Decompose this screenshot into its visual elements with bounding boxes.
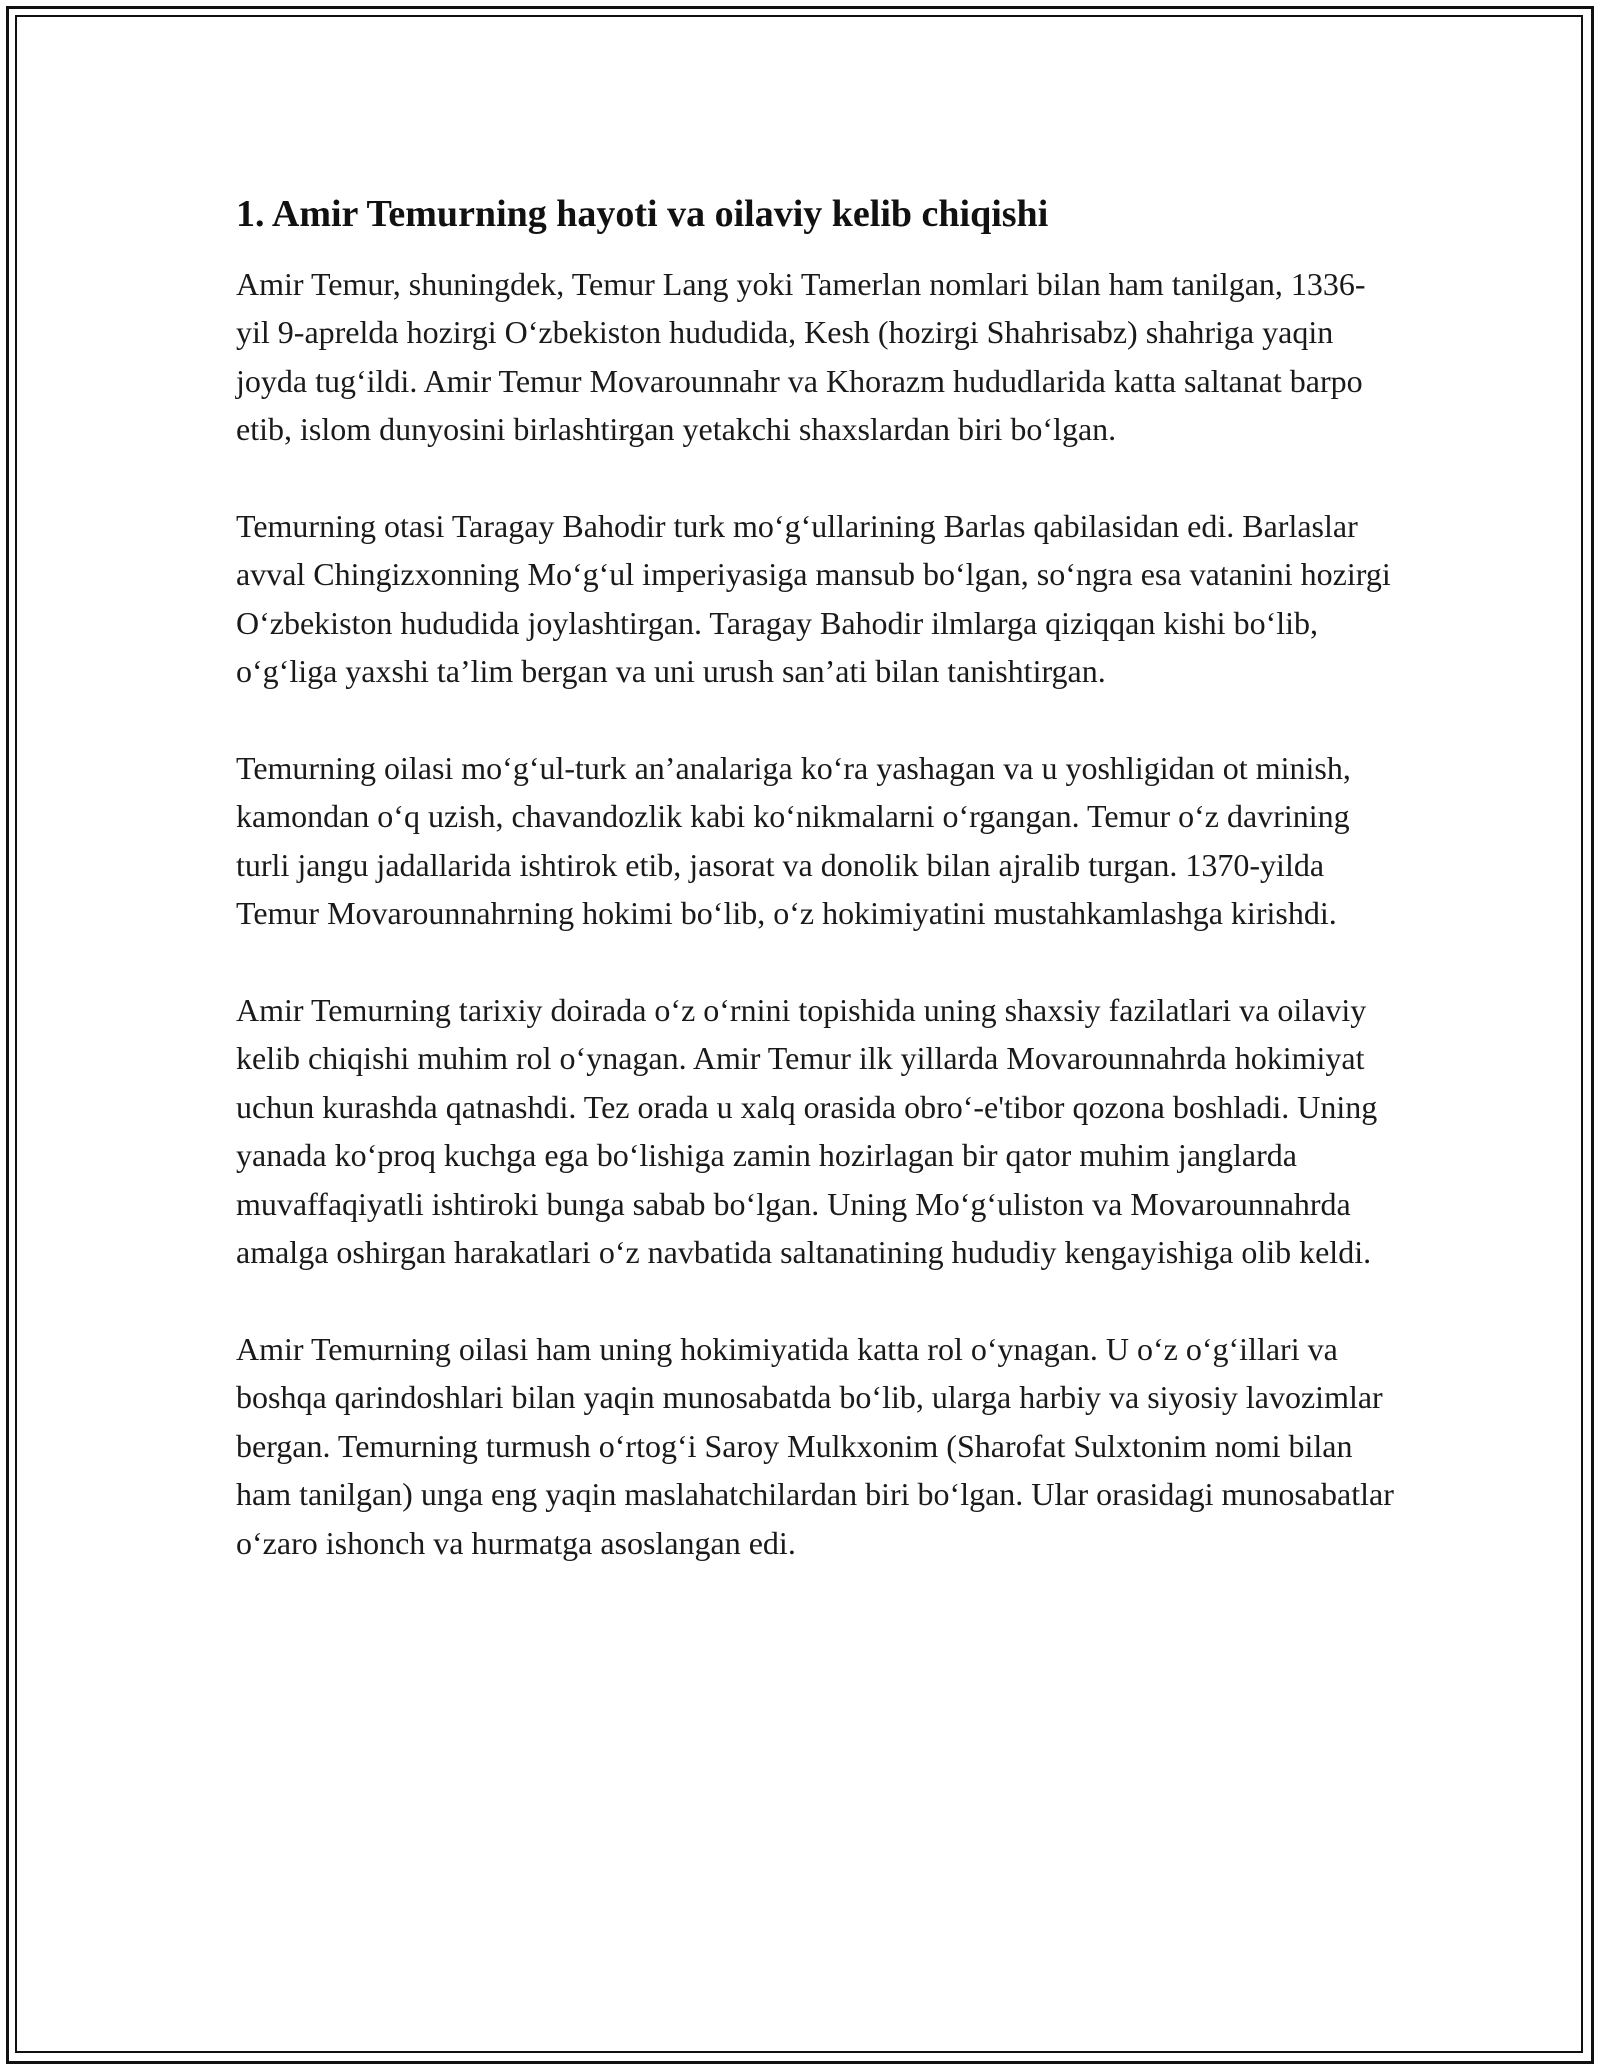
section-heading: 1. Amir Temurning hayoti va oilaviy kelib chiqishi: [236, 193, 1049, 235]
document-body: [236, 188, 1396, 1615]
paragraph-rise-to-power: Amir Temurning tarixiy doirada o‘z o‘rnini topishida uning shaxsiy fazilatlari va oilaviy kelib chiqishi muhim rol o‘ynagan. Amir Temur ilk yillarda Movarounnahrda hokimiyat uchun kurashda qatnashdi. Tez orada u xalq orasida obro‘-e'tibor qozona boshladi. Uning yanada ko‘proq kuchga ega bo‘lishiga zamin hozirlagan bir qator muhim janglarda muvaffaqiyatli ishtiroki bunga sabab bo‘lgan. Uning Mo‘g‘uliston va Movarounnahrda amalga oshirgan harakatlari o‘z navbatida saltanatining hududiy kengayishiga olib keldi.: [236, 992, 1378, 1271]
paragraph-father: Temurning otasi Taragay Bahodir turk mo‘g‘ullarining Barlas qabilasidan edi. Barlaslar avval Chingizxonning Mo‘g‘ul imperiyasiga mansub bo‘lgan, so‘ngra esa vatanini hozirgi O‘zbekiston hududida joylashtirgan. Taragay Bahodir ilmlarga qiziqqan kishi bo‘lib, o‘g‘liga yaxshi ta’lim bergan va uni urush san’ati bilan tanishtirgan.: [236, 508, 1391, 690]
paragraph-family-role: Amir Temurning oilasi ham uning hokimiyatida katta rol o‘ynagan. U o‘z o‘g‘illari va boshqa qarindoshlari bilan yaqin munosabatda bo‘lib, ularga harbiy va siyosiy lavozimlar bergan. Temurning turmush o‘rtog‘i Saroy Mulkxonim (Sharofat Sulxtonim nomi bilan ham tanilgan) unga eng yaqin maslahatchilardan biri bo‘lgan. Ular orasidagi munosabatlar o‘zaro ishonch va hurmatga asoslangan edi.: [236, 1330, 1394, 1561]
paragraph-birth: Amir Temur, shuningdek, Temur Lang yoki Tamerlan nomlari bilan ham tanilgan, 1336-yil 9-aprelda hozirgi O‘zbekiston hududida, Kesh (hozirgi Shahrisabz) shahriga yaqin joyda tug‘ildi. Amir Temur Movarounnahr va Khorazm hududlarida katta saltanat barpo etib, islom dunyosini birlashtirgan yetakchi shaxslardan biri bo‘lgan.: [236, 266, 1366, 448]
paragraph-upbringing: Temurning oilasi mo‘g‘ul-turk an’analariga ko‘ra yashagan va u yoshligidan ot minish, kamondan o‘q uzish, chavandozlik kabi ko‘nikmalarni o‘rgangan. Temur o‘z davrining turli jangu jadallarida ishtirok etib, jasorat va donolik bilan ajralib turgan. 1370-yilda Temur Movarounnahrning hokimi bo‘lib, o‘z hokimiyatini mustahkamlashga kirishdi.: [236, 750, 1351, 932]
